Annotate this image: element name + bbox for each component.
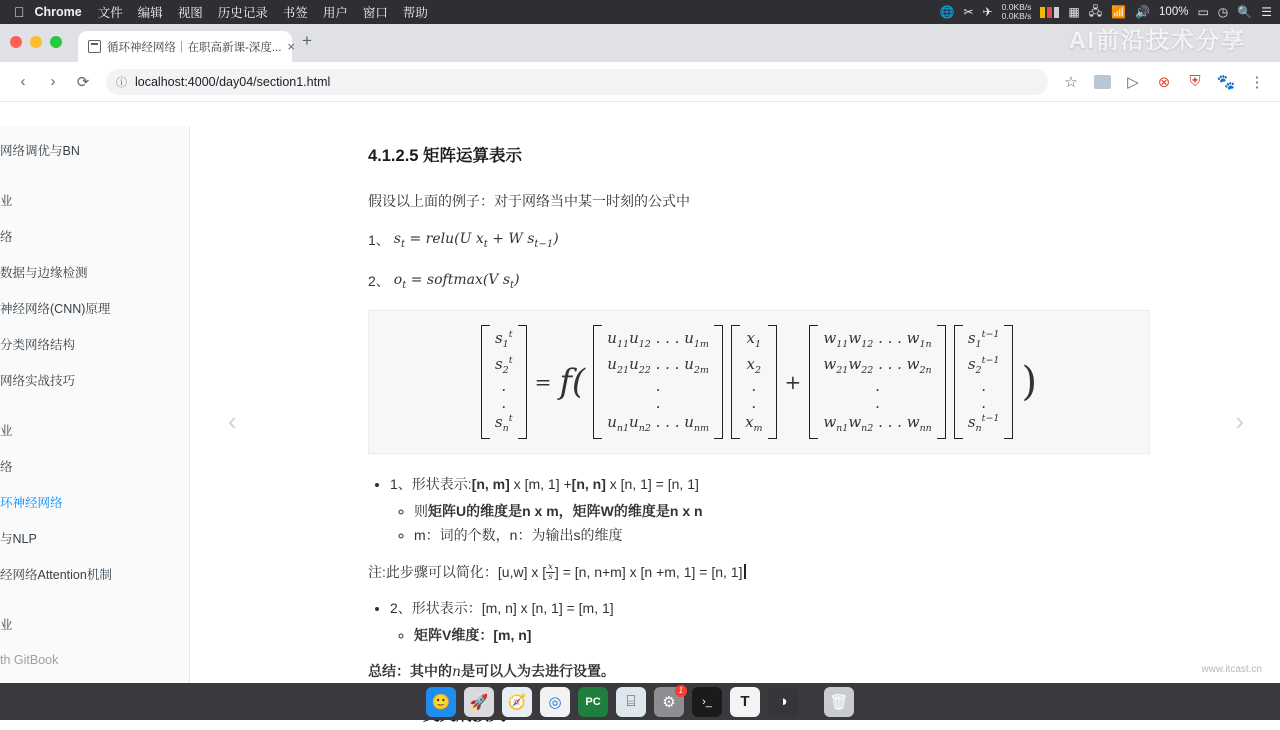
summary-paragraph xyxy=(368,659,1150,685)
tab-title: 循环神经网络｜在职高新课-深度... xyxy=(107,41,282,54)
equation-2-line xyxy=(368,268,1150,294)
sidebar-item-15[interactable]: 业 xyxy=(0,618,13,632)
equation-1-formula: $s_t$ = relu(U $x_t + W$ $s_{t-1}$) xyxy=(393,231,559,251)
dock-item-chrome[interactable]: ◎ xyxy=(540,687,570,717)
sidebar-item-recurrent-neural-network[interactable]: 环神经网络 xyxy=(0,496,63,510)
browser-tab[interactable] xyxy=(78,31,296,62)
color-bars-icon[interactable] xyxy=(1040,7,1059,18)
shield-extension-icon[interactable]: ⛨ xyxy=(1189,73,1201,90)
matrix-s-row-dot-1: . xyxy=(501,377,507,396)
prev-page-arrow[interactable]: ‹ xyxy=(228,406,237,436)
dim-v-bold: [m, n] xyxy=(493,626,532,643)
site-watermark: www.itcast.cn xyxy=(1201,664,1262,675)
dock-item-tower[interactable]: ⌸ xyxy=(616,687,646,717)
settings-badge: 1 xyxy=(675,685,687,697)
bracket-right-icon xyxy=(1004,325,1013,439)
sidebar-item-7[interactable]: 网络实战技巧 xyxy=(0,374,76,388)
dim-prefix: 则 xyxy=(414,502,428,519)
shape-1-nm: [n, m] xyxy=(471,476,510,493)
equation-2-number: 2、 xyxy=(368,272,390,289)
matrix-w-row-dot-2: . xyxy=(875,393,880,412)
sidebar-footer[interactable]: th GitBook xyxy=(0,653,59,667)
matrix-equation-block xyxy=(368,310,1150,454)
dock-item-settings[interactable]: ⚙ 1 xyxy=(654,687,684,717)
intro-paragraph: 假设以上面的例子：对于网络当中某一时刻的公式中 xyxy=(368,192,690,209)
sidebar-item-4[interactable]: 数据与边缘检测 xyxy=(0,266,88,280)
shape-1-text-b: x [m, 1] + xyxy=(509,476,572,493)
apple-logo-icon[interactable] xyxy=(8,4,35,20)
web-page xyxy=(0,126,1280,683)
sidebar-item-6[interactable]: 分类网络结构 xyxy=(0,338,76,352)
menu-file[interactable]: 文件 xyxy=(87,6,113,20)
menu-edit[interactable]: 编辑 xyxy=(127,6,153,20)
matrix-x-row-0: $x_1$ xyxy=(746,328,762,350)
matrix-x-row-1: $x_2$ xyxy=(746,354,762,376)
info-icon[interactable]: ⓘ xyxy=(116,76,127,89)
dock-item-trash[interactable]: 🗑 xyxy=(824,687,854,717)
menubar-status-area xyxy=(940,2,1272,23)
matrix-sprev-row-1: $s_2^{t-1}$ xyxy=(967,354,1000,376)
dim-v-prefix: 矩阵V维度： xyxy=(414,626,494,643)
bracket-right-icon xyxy=(714,325,723,439)
window-controls[interactable] xyxy=(10,36,62,48)
sidebar-gap-14 xyxy=(0,592,189,606)
list-item-dim-v xyxy=(414,623,1150,648)
matrix-x xyxy=(731,325,776,439)
equals-sign: = xyxy=(534,369,552,394)
summary-suffix: 是可以人为去进行设置。 xyxy=(461,663,616,680)
screen-recorder-icon[interactable]: ▦ xyxy=(1068,5,1080,19)
fraction-numerator: x xyxy=(548,562,553,573)
matrix-s-row-n: $s_n^t$ xyxy=(494,413,513,435)
shape-1-sublist xyxy=(390,499,1150,548)
fraction-denominator: s xyxy=(548,572,553,583)
control-center-icon[interactable]: ☰ xyxy=(1261,5,1272,19)
shape-list-1 xyxy=(368,472,1150,548)
volume-icon[interactable]: 🔊 xyxy=(1135,5,1151,19)
matrix-x-row-dot-1: . xyxy=(751,377,757,396)
matrix-u-row-0: $u_{11}u_{12}$ . . . $u_{1m}$ xyxy=(607,328,709,350)
battery-percentage: 100% xyxy=(1159,6,1189,18)
reload-icon[interactable]: ⟳ xyxy=(76,73,90,91)
matrix-sprev-row-dot-1: . xyxy=(981,377,987,396)
maximize-window-button[interactable] xyxy=(50,36,62,48)
menu-history[interactable]: 历史记录 xyxy=(207,6,258,20)
chrome-menu-icon[interactable]: ⋮ xyxy=(1249,73,1265,91)
dock-item-launchpad[interactable]: 🚀 xyxy=(464,687,494,717)
sidebar-gap-8 xyxy=(0,398,189,412)
dock-item-pycharm[interactable]: PC xyxy=(578,687,608,717)
matrix-sprev-row-n: $s_n^{t-1}$ xyxy=(967,413,1000,435)
sidebar-item-2[interactable]: 业 xyxy=(0,194,13,208)
sidebar-gap-1 xyxy=(0,168,189,182)
dock-item-terminal[interactable]: ›_ xyxy=(692,687,722,717)
list-item-shape-2: • 2、形状表示：[m, n] x [n, 1] = [m, 1] ◦ 矩阵V维度：[m, n] xyxy=(390,596,1150,647)
matrix-w xyxy=(809,325,946,439)
bracket-right-icon xyxy=(518,325,527,439)
matrix-s-row-1: $s_2^t$ xyxy=(494,354,513,376)
bracket-right-icon xyxy=(937,325,946,439)
matrix-sprev-row-dot-2: . xyxy=(981,393,987,412)
list-item-dim-m-n: ◦ m：词的个数，n：为输出s的维度 xyxy=(414,523,1150,548)
telegram-icon[interactable]: ✈ xyxy=(982,5,993,19)
tab-favicon-icon xyxy=(88,40,101,53)
toolbar-right-icons xyxy=(1058,69,1270,95)
matrix-w-row-dot-1: . xyxy=(875,377,880,396)
dim-bold: 矩阵U的维度是n x m，矩阵W的维度是n x n xyxy=(428,502,703,519)
shape-list-2 xyxy=(368,596,1150,647)
address-bar-url: localhost:4000/day04/section1.html xyxy=(135,74,331,89)
bookmark-star-icon[interactable]: ☆ xyxy=(1064,73,1078,91)
matrix-u xyxy=(593,325,723,439)
dock-item-typora[interactable]: T xyxy=(730,687,760,717)
summary-prefix: 总结：其中的 xyxy=(368,663,452,680)
profile-avatar[interactable]: 🐾 xyxy=(1216,73,1236,91)
scissors-icon[interactable]: ✂ xyxy=(963,5,974,19)
video-watermark: AI前沿技术分享 xyxy=(1069,27,1246,53)
sidebar-item-13[interactable]: 经网络Attention机制 xyxy=(0,568,112,582)
matrix-u-row-dot-2: . xyxy=(655,393,661,412)
list-item-shape-1 xyxy=(390,472,1150,548)
matrix-x-row-m: $x_m$ xyxy=(745,413,763,435)
fraction-x-over-s xyxy=(546,563,555,583)
article-content xyxy=(190,126,1280,683)
bracket-right-icon xyxy=(768,325,777,439)
matrix-u-row-1: $u_{21}u_{22}$ . . . $u_{2m}$ xyxy=(607,354,709,376)
list-item-dim-uw xyxy=(414,499,1150,524)
equation-1-line xyxy=(368,227,1150,253)
matrix-x-row-dot-2: . xyxy=(751,393,757,412)
wifi-icon[interactable]: 📶 xyxy=(1111,5,1127,19)
sidebar-item-3[interactable]: 络 xyxy=(0,230,13,244)
bluetooth-icon[interactable]: 🖧 xyxy=(1088,3,1103,18)
forward-icon[interactable]: › xyxy=(50,73,56,90)
summary-n-symbol: n xyxy=(452,664,462,681)
globe-icon[interactable]: 🌐 xyxy=(939,5,955,19)
network-upload-speed: 0.0KB/s xyxy=(1001,2,1032,12)
function-close-paren: ) xyxy=(1021,359,1038,406)
menu-bookmarks[interactable]: 书签 xyxy=(272,6,298,20)
shape-1-nn: [n, n] xyxy=(571,476,606,493)
dock-item-safari[interactable]: 🧭 xyxy=(502,687,532,717)
simplify-note: 注:此步骤可以简化：[u,w] x [ $\frac{x}{s}$ ] = [n, n+m] x [n +m, 1] = [n, 1] xyxy=(368,562,743,583)
equation-1-number: 1、 xyxy=(368,232,390,249)
matrix-s-previous xyxy=(954,325,1014,439)
macos-dock[interactable] xyxy=(0,683,1280,720)
sidebar-item-0[interactable]: 网络调优与BN xyxy=(0,144,80,158)
chrome-window xyxy=(0,24,1280,683)
new-tab-button[interactable]: + xyxy=(302,31,312,50)
bracket-left-icon xyxy=(731,325,740,439)
clock-icon[interactable]: ◷ xyxy=(1217,5,1229,19)
sidebar-item-12[interactable]: 与NLP xyxy=(0,532,37,546)
matrix-sprev-row-0: $s_1^{t-1}$ xyxy=(967,328,1000,350)
browser-toolbar xyxy=(0,62,1280,102)
matrix-w-row-0: $w_{11}w_{12}$ . . . $w_{1n}$ xyxy=(823,328,932,350)
tab-close-icon[interactable]: × xyxy=(287,39,296,54)
text-cursor xyxy=(744,564,746,579)
section-heading-4125: 4.1.2.5 矩阵运算表示 xyxy=(368,147,523,165)
dock-item-vlc[interactable]: ◑ xyxy=(768,687,798,717)
search-icon[interactable]: 🔍 xyxy=(1237,5,1253,19)
sidebar-item-9[interactable]: 业 xyxy=(0,424,13,438)
minimize-window-button[interactable] xyxy=(30,36,42,48)
share-extension-icon[interactable]: ▷ xyxy=(1127,73,1139,91)
menu-window[interactable]: 窗口 xyxy=(352,6,378,20)
equation-2-formula: $o_t$ = softmax(V $s_t$) xyxy=(393,271,520,291)
block-extension-icon[interactable]: ⊗ xyxy=(1157,73,1171,91)
network-download-speed: 0.0KB/s xyxy=(1001,11,1032,21)
matrix-w-row-n: $w_{n1}w_{n2}$ . . . $w_{nn}$ xyxy=(823,413,932,435)
book-sidebar[interactable] xyxy=(0,126,190,683)
bracket-left-icon xyxy=(481,325,490,439)
menu-profiles[interactable]: 用户 xyxy=(312,6,338,20)
bracket-left-icon xyxy=(954,325,963,439)
matrix-u-row-dot-1: . xyxy=(655,377,661,396)
menu-help[interactable]: 帮助 xyxy=(392,6,418,20)
grid-extension-icon[interactable] xyxy=(1089,69,1115,95)
shape-1-text-a: 1、形状表示: xyxy=(390,476,472,493)
menu-view[interactable]: 视图 xyxy=(167,6,193,20)
sidebar-item-10[interactable]: 络 xyxy=(0,460,13,474)
sidebar-item-5[interactable]: 神经网络(CNN)原理 xyxy=(0,302,111,316)
matrix-u-row-n: $u_{n1}u_{n2}$ . . . $u_{nm}$ xyxy=(607,413,710,435)
matrix-s-row-dot-2: . xyxy=(501,393,507,412)
matrix-s-row-0: $s_1^t$ xyxy=(494,328,513,350)
macos-menubar xyxy=(0,0,1280,24)
plus-sign: + xyxy=(784,369,802,394)
battery-icon: ▭ xyxy=(1197,5,1209,19)
bracket-left-icon xyxy=(593,325,602,439)
address-bar[interactable] xyxy=(106,69,1048,95)
tab-strip xyxy=(0,24,1280,62)
matrix-s-current xyxy=(481,325,527,439)
dock-item-finder[interactable]: 🙂 xyxy=(426,687,456,717)
bracket-left-icon xyxy=(809,325,818,439)
shape-1-text-c: x [n, 1] = [n, 1] xyxy=(605,476,699,493)
back-icon[interactable]: ‹ xyxy=(20,73,26,90)
shape-2-sublist xyxy=(390,623,1150,648)
matrix-w-row-1: $w_{21}w_{22}$ . . . $w_{2n}$ xyxy=(823,354,932,376)
next-page-arrow[interactable]: › xyxy=(1235,406,1244,436)
network-speed-indicator xyxy=(1002,3,1032,21)
function-open-paren: f( xyxy=(559,362,586,403)
menubar-app-name[interactable]: Chrome xyxy=(24,5,72,19)
close-window-button[interactable] xyxy=(10,36,22,48)
